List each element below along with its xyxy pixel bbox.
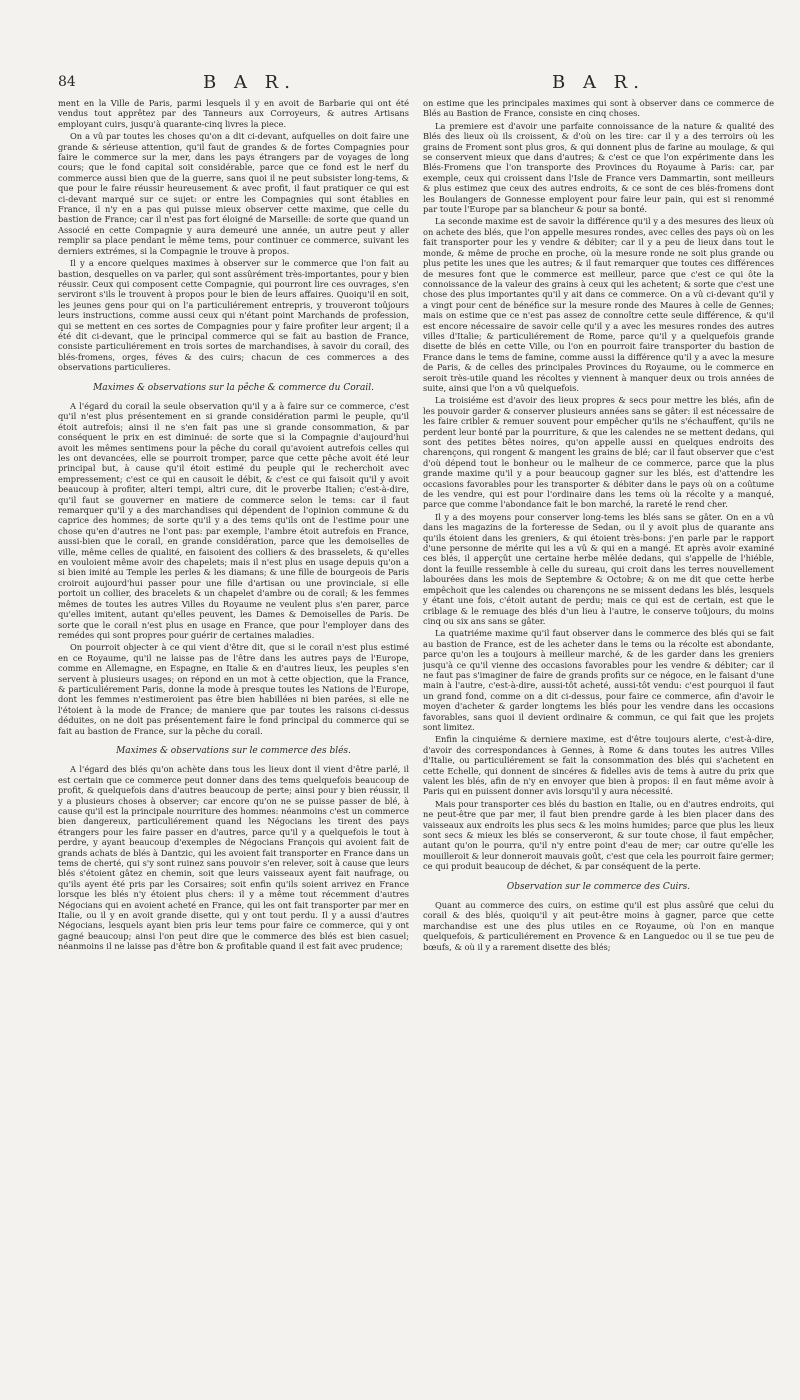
right-column [423,98,774,1376]
paragraph: La troisiéme est d'avoir des lieux propres & secs pour mettre les blés, afin de les pouvoir garder & conserver plusieurs années sans se gâter: il est nécessaire de les faire cribler & remuer souvent pour empêcher qu'ils ne s'échauffent, qu'ils ne perdent leur bonté par la pourriture, & que les calendes ne se mettent dedans, qui sont des petites bêtes noires, qu'on appelle aussi en quelques endroits des charençons, qui rongent & mangent les grains de blé; car il faut observer que c'est d'où dépend tout le bonheur ou le malheur de ce commerce, parce que la plus grande maxime qu'il y a pour beaucoup gagner sur les blés, est d'attendre les occasions favorables pour les transporter & débiter dans le pays où on a coûtume de les vendre, qui est pour l'ordinaire dans les tems où la récolte y a manqué, parce que comme l'abondance fait le bon marché, la rareté le rend cher. [423,395,774,510]
section-heading-coral: Maximes & observations sur la pêche & commerce du Corail. [93,382,374,393]
running-head-left: B A R. [203,72,296,93]
paragraph: A l'égard du corail la seule observation qu'il y a à faire sur ce commerce, c'est qu'il n'est plus présentement en si grande considération parmi le peuple, qu'il étoit autrefois; ainsi il ne s'en fait pas une si grande consommation, & par conséquent le prix en est diminué: de sorte que si la Compagnie d'aujourd'hui avoit les mêmes sentimens pour la pêche du corail qu'avoient autrefois celles qui les ont devancées, elle se pourroit tromper, parce que cette pêche avoit été leur principal but, à cause qu'il étoit estimé du peuple qui le recherchoit avec empressement; c'est ce qui en causoit le débit, & c'est ce qui faisoit qu'il y avoit beaucoup à profiter, alteri tempi, altri cure, dit le proverbe Italien; c'est-à-dire, qu'il faut se gouverner en matiere de commerce selon le tems: car il faut remarquer qu'il y a des marchandises qui dépendent de l'opinion commune & du caprice des hommes; de sorte qu'il y a des tems qu'ils ont de l'estime pour une chose qu'en d'autres ne l'ont pas: par exemple, l'ambre étoit autrefois en France, aussi-bien que le corail, en grande considération, parce que les demoiselles de ville, même celles de qualité, en faisoient des colliers & des brasselets, & qu'elles en vouloient même avoir des chapelets; mais il n'est plus en usage depuis qu'on a si bien imité au Temple les perles & les diamans; & une fille de bourgeois de Paris croiroit aujourd'hui passer pour une fille d'artisan ou une provinciale, si elle portoit un collier, des bracelets & un chapelet d'ambre ou de corail; & les femmes mêmes de toutes les autres Villes du Royaume ne veulent plus s'en parer, parce qu'elles imitent, autant qu'elles peuvent, les Dames & Demoiselles de Paris. De sorte que le corail n'est plus en usage en France, que pour l'employer dans des remédes qui sont propres pour guérir de certaines maladies. [58,400,409,640]
paragraph: Il y a des moyens pour conserver long-tems les blés sans se gâter. On en a vû dans les magazins de la forteresse de Sedan, ou il y avoit plus de quarante ans qu'ils étoient dans les greniers, & qui étoient très-bons: j'en parle par le rapport d'une personne de mérite qui les a vû & qui en a mangé. Et après avoir examiné ces blés, il apperçût une certaine herbe mêlée dedans, qui s'appelle de l'hiéble, dont la feuille ressemble à celle du sureau, qui croit dans les terres nouvellement labourées dans les mois de Septembre & Octobre; & on me dit que cette herbe empêchoit que les calendes ou charençons ne se missent dedans les blés, lesquels y étant une fois, c'étoit autant de perdu; mais ce qui est de certain, est que le criblage & le remuage des blés d'un lieu à l'autre, le conserve toûjours, du moins cinq ou six ans sans se gâter. [423,511,774,626]
paragraph: Mais pour transporter ces blés du bastion en Italie, ou en d'autres endroits, qui ne peut-être que par mer, il faut bien prendre garde à les bien placer dans des vaisseaux aux endroits les plus secs & les moins humides; parce que plus les lieux sont secs & mieux les blés se conserveront, & sur toute chose, il faut empêcher, autant qu'on le pourra, qu'il n'y entre point d'eau de mer; car outre qu'elle les mouilleroit & leur donneroit mauvais goût, c'est que cela les pourroit faire germer; ce qui produit beaucoup de déchet, & par conséquent de la perte. [423,798,774,872]
paragraph: Il y a encore quelques maximes à observer sur le commerce que l'on fait au bastion, desquelles on va parler, qui sont assûrément très-importantes, pour y bien réussir. Ceux qui composent cette Compagnie, qui pourront lire ces ouvrages, s'en serviront s'ils le trouvent à propos pour le bien de leurs affaires. Quoiqu'il en soit, les jeunes gens pour qui on l'a particuliérement entrepris, y trouveront toûjours leurs instructions, comme aussi ceux qui n'étant point Marchands de profession, qui se mettent en ces sortes de Compagnies pour y faire profiter leur argent; il a été dit ci-devant, que le principal commerce qui se fait au bastion de France, consiste particuliérement en trois sortes de marchandises, à savoir du corail, des blés-fromens, orges, féves & des cuirs; chacun de ces commerces a des observations particulieres. [58,258,409,373]
left-column [58,98,409,1376]
paragraph: A l'égard des blés qu'on achète dans tous les lieux dont il vient d'être parlé, il est certain que ce commerce peut donner dans des tems quelquefois beaucoup de profit, & quelquefois dans d'autres beaucoup de perte; ainsi pour y bien réussir, il y a plusieurs choses à observer; car encore qu'on ne se puisse passer de blé, à cause qu'il est la principale nourriture des hommes: néanmoins c'est un commerce bien dangereux, particuliérement quand les Négocians les tirent des pays étrangers pour les faire passer en d'autres, parce qu'il y a quelquefois le tout à perdre, y ayant beaucoup d'exemples de Négocians François qui avoient fait de grands achats de blés à Dantzic, qui les avoient fait transporter en France dans un tems de cherté, qui s'y sont ruinez sans pouvoir s'en relever, soit à cause que leurs blés s'étoient gâtez en chemin, soit que leurs vaisseaux ayent fait naufrage, ou qu'ils ayent été pris par les Corsaires; soit enfin qu'ils soient arrivez en France lorsque les blés n'y étoient plus chers: il y a même tout récemment d'autres Négocians qui en avoient acheté en France, qui les ont fait transporter par mer en Italie, ou il y en avoit grande disette, qui y ont tout perdu. Il y a aussi d'autres Négocians, lesquels ayant bien pris leur tems pour faire ce commerce, qui y ont gagné beaucoup; ainsi l'on peut dire que le commerce des blés est bien casuel; néanmoins il ne laisse pas d'être bon & profitable quand il est fait avec prudence; [58,764,409,952]
page-number: 84 [58,74,76,90]
paragraph: La premiere est d'avoir une parfaite connoissance de la nature & qualité des Blés des lieux où ils croissent, & d'où on les tire: car il y a des terroirs où les grains de Froment sont plus gros, & qui donnent plus de farine au moulage, & qui se conservent mieux que dans d'autres; & c'est ce que l'on expérimente dans les Blés-Fromens que l'on transporte des Provinces du Royaume à Paris: car, par exemple, ceux qui croissent dans l'Isle de France vers Dammartin, sont meilleurs & plus estimez que ceux des autres endroits, & ce sont de ces blés-fromens dont les Boulangers de Gonnesse employent pour faire leur pain, qui est si renommé par toute l'Europe par sa blancheur & pour sa bonté. [423,120,774,215]
text-columns [58,98,774,1376]
section-heading-wheat: Maximes & observations sur le commerce des blés. [116,745,351,756]
paragraph: on estime que les principales maximes qui sont à observer dans ce commerce de Blés au Bastion de France, consiste en cinq choses. [423,98,774,119]
paragraph: On a vû par toutes les choses qu'on a dit ci-devant, aufquelles on doit faire une grande & sérieuse attention, qu'il faut de grandes & de fortes Compagnies pour faire le commerce sur la mer, dans les pays étrangers par de voyages de long cours; que le fond capital soit considérable, parce que ce fond est le nerf du commerce aussi bien que de la guerre, sans quoi il ne peut subsister long-tems, & que pour le faire réussir heureusement & avec profit, il faut pratiquer ce qui est ci-devant marqué sur ce sujet: or entre les Compagnies qui sont établies en France, il n'y en a pas qui puisse mieux observer cette maxime, que celle du bastion de France; car il n'est pas fort éloigné de Marseille: de sorte que quand un Associé en cette Compagnie y aura demeuré une année, un autre peut y aller remplir sa place pendant le même tems, pour continuer ce commerce, suivant les derniers extrémes, si la Compagnie le trouve à propos. [58,131,409,256]
running-head-right: B A R. [552,72,645,93]
page-header [58,72,774,98]
paragraph: La quatriéme maxime qu'il faut observer dans le commerce des blés qui se fait au bastion de France, est de les acheter dans le tems ou la récolte est abondante, parce qu'on les a toujours à meilleur marché, & de les garder dans les greniers jusqu'à ce qu'il vienne des occasions favorables pour les vendre & débiter; car il ne faut pas s'imaginer de faire de grands profits sur ce négoce, en le faisant d'une main à l'autre, c'est-à-dire, aussi-tôt acheté, aussi-tôt vendu: c'est pourquoi il faut un grand fond, comme on a dit ci-dessus, pour faire ce commerce, afin d'avoir le moyen d'acheter & garder longtems les blés pour les vendre dans les occasions favorables, sans quoi il devient ordinaire & commun, ce qui fait que les projets sont limitez. [423,628,774,732]
paragraph: ment en la Ville de Paris, parmi lesquels il y en avoit de Barbarie qui ont été vendus tout apprêtez par des Tanneurs aux Corroyeurs, & autres Artisans employant cuirs, jusqu'à quarante-cinq livres la piece. [58,98,409,129]
paragraph: Enfin la cinquiéme & derniere maxime, est d'être toujours alerte, c'est-à-dire, d'avoir des correspondances à Gennes, à Rome & dans toutes les autres Villes d'Italie, ou particuliérement se fait la consommation des blés qui s'achetent en cette Echelle, qui donnent de sincéres & fidelles avis de tems à autre du prix que valent les blés, afin de n'y en envoyer que bien à propos: il en faut même avoir à Paris qui en puissent donner avis lorsqu'il y aura nécessité. [423,734,774,797]
section-heading-leather: Observation sur le commerce des Cuirs. [506,881,691,892]
paragraph: Quant au commerce des cuirs, on estime qu'il est plus assûré que celui du corail & des blés, quoiqu'il y ait peut-être moins à gagner, parce que cette marchandise est une des plus utiles en ce Royaume, où l'on en manque quelquefois, & particuliérement en Provence & en Languedoc ou il se tue peu de bœufs, & où il y a rarement disette des blés; [423,900,774,952]
paragraph: La seconde maxime est de savoir la différence qu'il y a des mesures des lieux où on achete des blés, que l'on appelle mesures rondes, avec celles des pays où on les fait transporter pour les y vendre & débiter; car il y a peu de lieux dans tout le monde, & même de proche en proche, où la mesure ronde ne soit plus grande ou plus petite les unes que les autres; & il faut remarquer que toutes ces différences de mesures font que le commerce est meilleur, parce que c'est ce qui ôte la connoissance de la valeur des grains à ceux qui les achetent; & sorte que c'est une chose des plus importantes qu'il y ait dans ce commerce. On a vû ci-devant qu'il y a vingt pour cent de bénéfice sur la mesure ronde des Maures à celle de Gennes; mais on estime que ce n'est pas assez de connoître cette seule différence, & qu'il est encore nécessaire de savoir celle qu'il y a avec les mesures rondes des autres villes d'Italie; & particuliérement de Rome, parce qu'il y a quelquefois grande disette de blés en cette Ville, ou l'on en pourroit faire transporter du bastion de France dans le tems de famine, comme aussi la différence qu'il y a avec la mesure de Paris, & de celles des principales Provinces du Royaume, ou le commerce en seroit très-utile quand les récoltes y viennent à manquer deux ou trois années de suite, ainsi que l'on a vû quelquefois. [423,216,774,393]
paragraph: On pourroit objecter à ce qui vient d'être dit, que si le corail n'est plus estimé en ce Royaume, qu'il ne laisse pas de l'être dans les autres pays de l'Europe, comme en Allemagne, en Espagne, en Italie & en d'autres lieux, les peuples s'en servent à plusieurs usages; on répond en un mot à cette objection, que la France, & particuliérement Paris, donne la mode à presque toutes les Nations de l'Europe, dont les femmes n'estimeroient pas être bien habillées ni bien parées, si elle ne l'étoient à la mode de France; de maniere que par toutes les raisons ci-dessus déduites, on ne doit pas présentement faire le fond principal du commerce qui se fait au bastion de France, sur la pêche du corail. [58,642,409,736]
